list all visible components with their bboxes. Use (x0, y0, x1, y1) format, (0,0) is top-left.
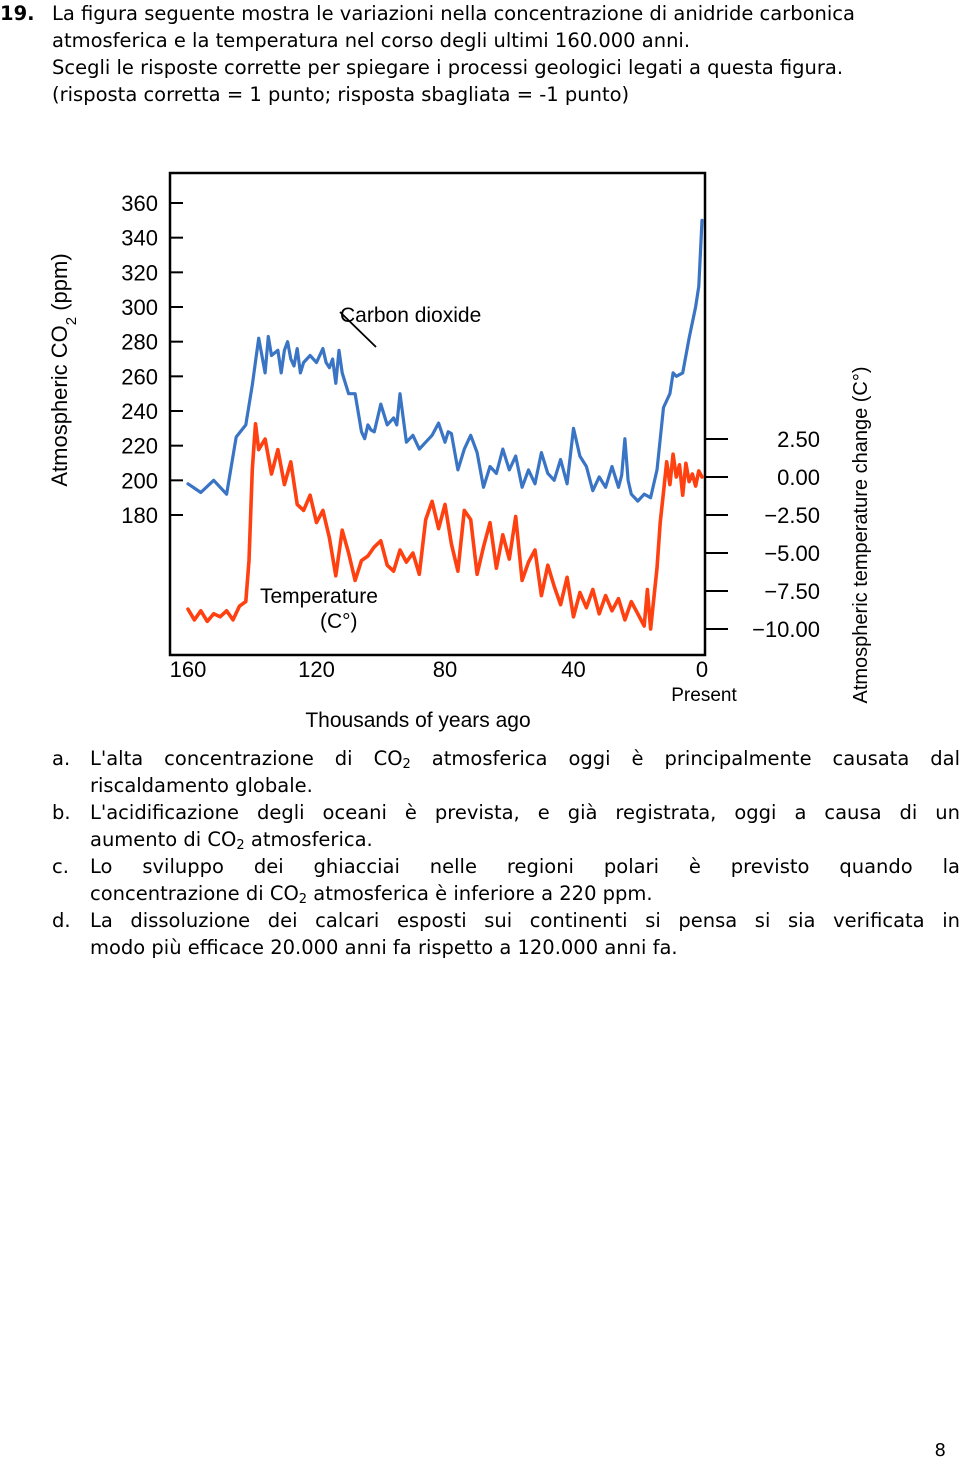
x-tick-label: 120 (298, 657, 335, 682)
co2-tick-label: 240 (121, 399, 158, 424)
co2-tick-label: 340 (121, 225, 158, 251)
co2-temperature-chart (38, 165, 898, 740)
question-line: Scegli le risposte corrette per spiegare i processi geologici legati a questa figura. (52, 56, 844, 79)
plot-frame (170, 173, 705, 655)
x-tick-label: 80 (432, 657, 458, 682)
x-tick-label: 160 (169, 657, 207, 682)
co2-tick-label: 300 (121, 295, 158, 320)
question-line: atmosferica e la temperatura nel corso degli ultimi 160.000 anni. (52, 29, 691, 52)
temperature-tick-label: −5.00 (764, 541, 820, 566)
answer-letter: c. (52, 855, 69, 878)
question-line: La figura seguente mostra le variazioni nella concentrazione di anidride carbonica (52, 2, 855, 25)
co2-tick-label: 260 (121, 364, 158, 390)
answer-line: La dissoluzione dei calcari esposti sui continenti si pensa si sia verificata in (90, 909, 960, 932)
temperature-tick-label: −10.00 (752, 617, 820, 642)
temperature-tick-label: −2.50 (764, 503, 820, 528)
x-axis-label: Thousands of years ago (305, 709, 531, 732)
answer-line: L'alta concentrazione di $CO_2$ atmosferica oggi è principalmente causata dal (90, 747, 960, 772)
answer-letter: b. (52, 801, 71, 824)
co2-tick-label: 180 (121, 503, 158, 528)
co2-tick-label: 320 (121, 260, 158, 286)
temperature-tick-label: 2.50 (777, 427, 820, 452)
question-number: 19. (0, 2, 35, 25)
answer-line: concentrazione di $CO_2$ atmosferica è inferiore a 220 ppm. (90, 882, 653, 907)
answer-line: riscaldamento globale. (90, 774, 313, 797)
temperature-axis-label: Atmospheric temperature change (C°) (850, 366, 872, 704)
page-number: 8 (934, 1440, 946, 1461)
co2-tick-label: 280 (121, 329, 158, 355)
temperature-tick-label: −7.50 (764, 579, 820, 604)
co2-axis-label: Atmospheric $CO_2$ (ppm) (47, 253, 80, 487)
temperature-tick-label: 0.00 (777, 465, 820, 490)
x-tick-label: 40 (561, 657, 586, 682)
answer-letter: a. (52, 747, 71, 770)
present-label: Present (671, 685, 737, 706)
question-line: (risposta corretta = 1 punto; risposta sbagliata = -1 punto) (52, 83, 630, 106)
answer-line: modo più efficace 20.000 anni fa rispetto a 120.000 anni fa. (90, 936, 678, 959)
answer-line: Lo sviluppo dei ghiacciai nelle regioni polari è previsto quando la (90, 855, 960, 878)
co2-annotation: Carbon dioxide (340, 304, 482, 327)
answer-line: L'acidificazione degli oceani è prevista, e già registrata, oggi a causa di un (90, 801, 960, 824)
co2-tick-label: 360 (121, 191, 158, 216)
temperature-unit-annotation: (C°) (320, 610, 358, 633)
x-tick-label: 0 (695, 657, 709, 682)
temperature-annotation: Temperature (260, 585, 378, 608)
co2-tick-label: 200 (121, 468, 158, 494)
answer-letter: d. (52, 909, 71, 932)
co2-tick-label: 220 (121, 433, 158, 459)
answer-line: aumento di $CO_2$ atmosferica. (90, 828, 373, 853)
